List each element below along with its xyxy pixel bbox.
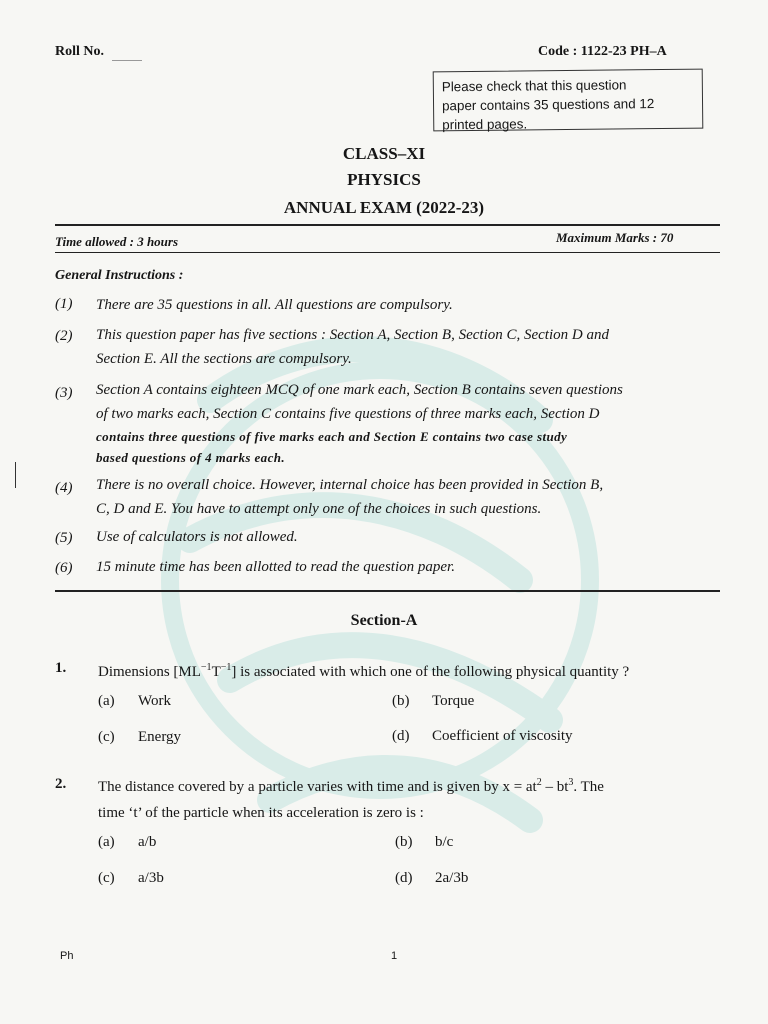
option-text: a/3b [138,870,164,886]
check-notice-line: Please check that this question [441,77,627,95]
option-text: b/c [435,834,454,850]
instruction-line: C, D and E. You have to attempt only one of the choices in such questions. [96,501,542,517]
question-text-part: ] is associated with which one of the following physical quantity ? [231,664,630,680]
superscript: −1 [200,662,212,673]
paper-code: Code : 1122-23 PH–A [538,44,667,59]
instruction-line: Use of calculators is not allowed. [96,529,298,545]
question-text-part: . The [573,779,604,795]
instruction-line: based questions of 4 marks each. [96,450,286,465]
instruction-number: (6) [55,560,73,576]
answer-option[interactable] [98,693,171,710]
instruction-line: 15 minute time has been allotted to read the question paper. [96,559,455,575]
option-text: Torque [432,693,475,709]
check-notice-line: printed pages. [442,116,528,133]
option-text: Work [138,693,171,709]
footer-subject-code: Ph [60,950,74,962]
instruction-number: (2) [55,328,73,344]
question-line [98,770,604,800]
superscript: −1 [220,662,232,673]
instruction-line: Section A contains eighteen MCQ of one mark each, Section B contains seven questions [96,382,623,398]
check-notice-box [433,69,704,132]
option-text: Energy [138,729,182,745]
instruction-item [96,378,726,468]
instruction-number: (5) [55,530,73,546]
option-text: Coefficient of viscosity [432,728,573,744]
instruction-line: There are 35 questions in all. All questions are compulsory. [96,297,453,313]
instruction-line: This question paper has five sections : Section A, Section B, Section C, Section D and [96,327,609,343]
option-label: (a) [98,693,115,709]
option-label: (c) [98,870,115,886]
instruction-line: contains three questions of five marks each and Section E contains two case study [96,429,568,444]
question-text-part: The distance covered by a particle varies with time and is given by x = at [98,779,537,795]
question-text-part: Dimensions [ML [98,664,201,680]
superscript: 3 [568,777,574,788]
question-number: 1. [55,660,67,676]
instruction-line: Section E. All the sections are compulsory. [96,351,352,367]
option-label: (c) [98,729,115,745]
option-label: (b) [392,693,410,709]
answer-option[interactable] [98,729,181,746]
option-label: (d) [392,728,410,744]
question-text [98,655,629,685]
margin-mark [15,462,16,488]
instruction-item [96,323,726,371]
question-text-part: – bt [541,779,569,795]
answer-option[interactable] [98,870,164,887]
page-number: 1 [391,950,398,962]
instruction-number: (4) [55,480,73,496]
instruction-line: of two marks each, Section C contains five questions of three marks each, Section D [96,406,600,422]
answer-option[interactable] [98,834,156,851]
section-heading: Section-A [350,612,418,629]
maximum-marks: Maximum Marks : 70 [556,230,674,245]
subject-title: PHYSICS [347,170,421,189]
option-label: (b) [395,834,413,850]
divider [55,590,720,592]
instruction-number: (1) [55,296,73,312]
instruction-line: There is no overall choice. However, internal choice has been provided in Section B, [96,477,604,493]
time-allowed: Time allowed : 3 hours [55,234,179,249]
instruction-number: (3) [55,385,73,401]
check-notice-line: paper contains 35 questions and 12 [441,96,655,114]
option-label: (a) [98,834,115,850]
instruction-item [96,525,726,549]
question-text-part: T [211,664,221,680]
class-title: CLASS–XI [342,144,426,163]
divider [55,224,720,226]
roll-number-label: Roll No. [55,44,104,59]
option-label: (d) [395,870,413,886]
instruction-item [96,555,726,579]
superscript: 2 [536,777,542,788]
option-text: a/b [138,834,157,850]
question-text [98,770,604,826]
option-text: 2a/3b [435,870,469,886]
question-line: time ‘t’ of the particle when its acceleration is zero is : [98,805,424,821]
answer-option[interactable] [392,693,474,710]
answer-option[interactable] [395,870,468,887]
answer-option[interactable] [395,834,453,851]
question-number: 2. [55,776,67,792]
exam-title: ANNUAL EXAM (2022-23) [283,198,485,217]
answer-option[interactable] [392,728,573,745]
instruction-item [96,293,726,317]
instruction-item [96,473,726,521]
divider [55,252,720,253]
roll-number-blank [112,60,142,61]
instructions-heading: General Instructions : [55,268,184,283]
